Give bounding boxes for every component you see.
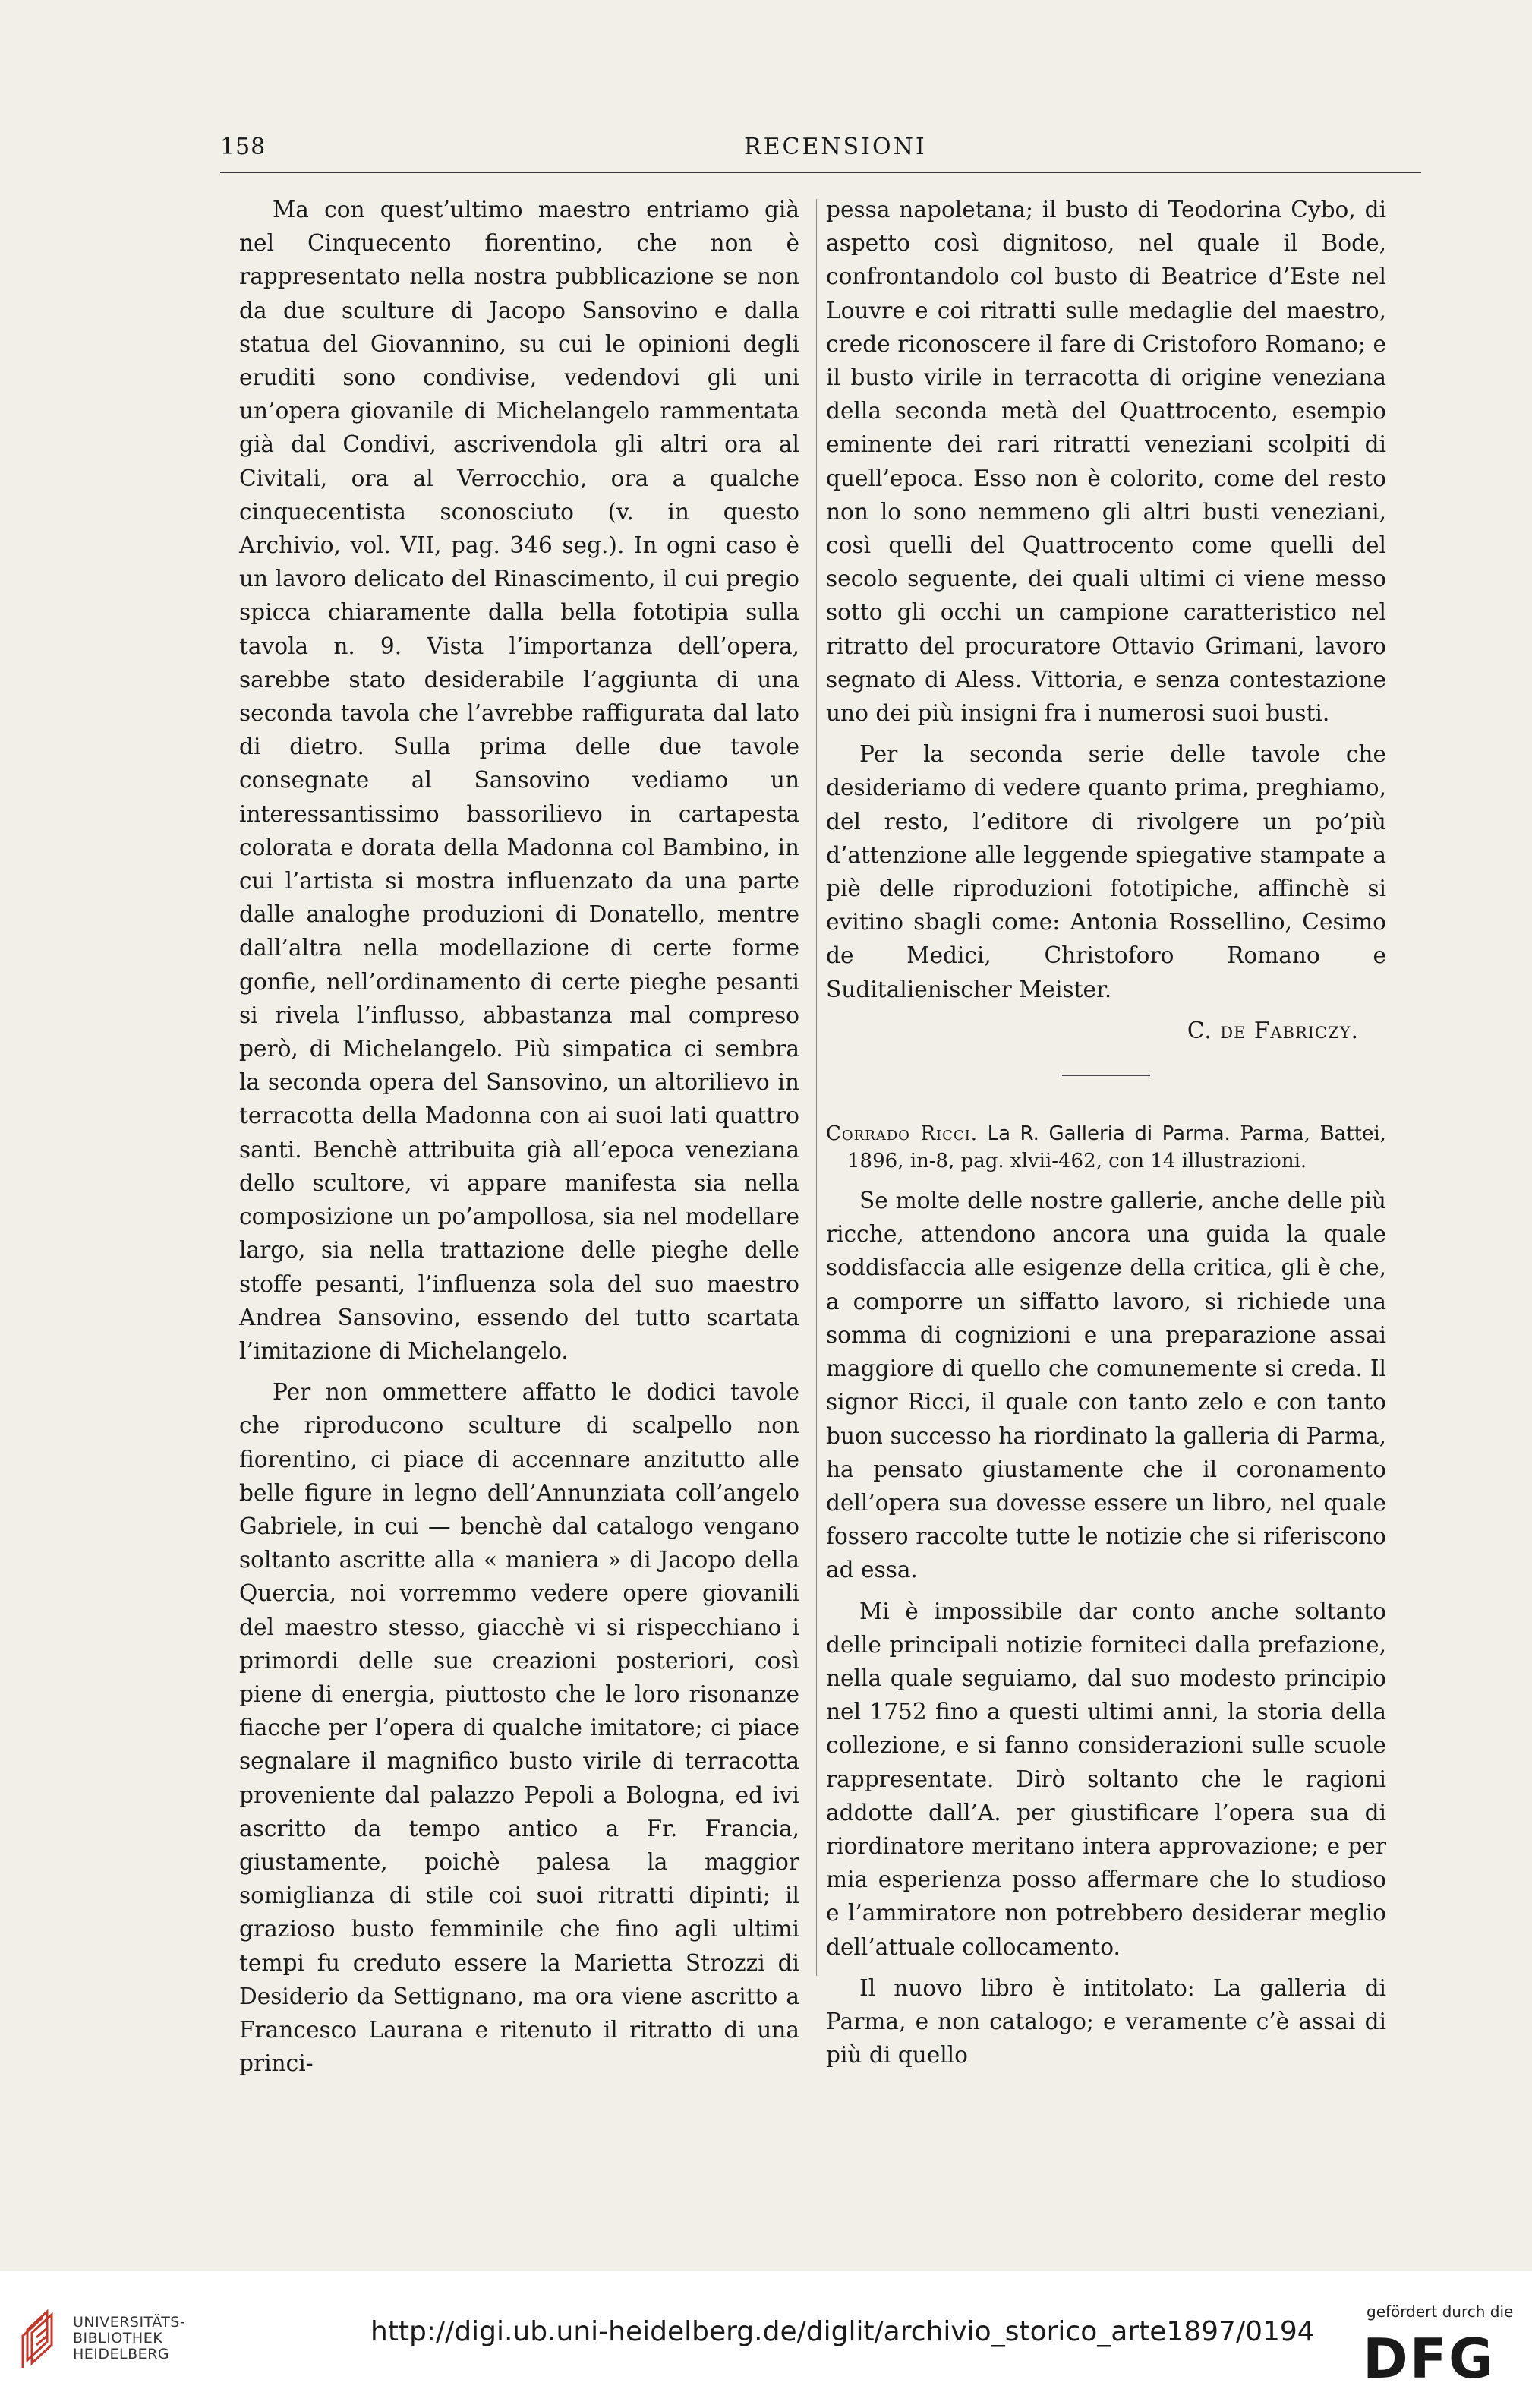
funded-by-label: gefördert durch die [1367, 2302, 1514, 2321]
bib-title: La R. Galleria di Parma. [987, 1122, 1231, 1146]
paragraph: pessa napoletana; il busto di Teodorina Cybo, di aspetto così dignitoso, nel quale il Bode, confrontandolo col busto di Beatrice d’Este nel Louvre e coi ritratti sulle medaglie del maestro, crede riconoscere il fare di Cristoforo Romano; e il busto virile in terracotta di origine veneziana della seconda metà del Quattrocento, esempio eminente dei rari ritratti veneziani scolpiti di quell’epoca. Esso non è colorito, come del resto non lo sono nemmeno gli altri busti veneziani, così quelli del Quattrocento come quelli del secolo seguente, dei quali ultimi ci viene messo sotto gli occhi un campione caratteristico nel ritratto del procuratore Ottavio Grimani, lavoro segnato di Aless. Vittoria, e senza contestazione uno dei più insigni fra i numerosi suoi busti. [826, 197, 1386, 727]
bib-author: Corrado Ricci. [826, 1122, 979, 1146]
column-divider [816, 199, 817, 1976]
paragraph: Per la seconda serie delle tavole che desideriamo di vedere quanto prima, preghiamo, del resto, l’editore di rivolgere un po’più d’attenzione alle leggende spiegative stampate a piè delle riproduzioni fototipiche, affinchè si evitino sbagli come: Antonia Rossellino, Cesimo de Medici, Christoforo Romano e Suditalienischer Meister. [826, 741, 1386, 1002]
footer-bar [0, 2271, 1532, 2408]
section-rule [1062, 1075, 1150, 1076]
paragraph: Mi è impossibile dar conto anche soltanto delle principali notizie forniteci dalla prefazione, nella quale seguiamo, dal suo modesto principio nel 1752 fino a questi ultimi anni, la storia della collezione, e si fanno considerazioni sulle scuole rappresentate. Dirò soltanto che le ragioni addotte dall’A. per giustificare l’opera sua di riordinatore meritano intera approvazione; e per mia esperienza posso affermare che lo studioso e l’ammiratore non potrebbero desiderar meglio dell’attuale collocamento. [826, 1598, 1386, 1960]
library-name-line: HEIDELBERG [73, 2346, 170, 2362]
library-name-line: UNIVERSITÄTS- [73, 2314, 186, 2331]
dfg-logo: DFG [1363, 2327, 1496, 2391]
right-column [826, 193, 1386, 2079]
library-logo-icon [17, 2307, 62, 2372]
running-head: RECENSIONI [744, 134, 927, 160]
header-rule [220, 172, 1421, 173]
bibliographic-entry [826, 1120, 1386, 1175]
review-signature: C. de Fabriczy. [1187, 1017, 1359, 1043]
left-column [239, 193, 799, 2088]
paragraph: Ma con quest’ultimo maestro entriamo già nel Cinquecento fiorentino, che non è rappresentato nella nostra pubblicazione se non da due sculture di Jacopo Sansovino e dalla statua del Giovannino, su cui le opinioni degli eruditi sono condivise, vedendovi gli uni un’opera giovanile di Michelangelo rammentata già dal Condivi, ascrivendola gli altri ora al Civitali, ora al Verrocchio, ora a qualche cinquecentista sconosciuto (v. in questo Archivio, vol. VII, pag. 346 seg.). In ogni caso è un lavoro delicato del Rinascimento, il cui pregio spicca chiaramente dalla bella fototipia sulla tavola n. 9. Vista l’importanza dell’opera, sarebbe stato desiderabile l’aggiunta di una seconda tavola che l’avrebbe raffigurata dal lato di dietro. Sulla prima delle due tavole consegnate al Sansovino vediamo un interessantissimo bassorilievo in cartapesta colorata e dorata della Madonna col Bambino, in cui l’artista si mostra influenzato da una parte dalle analoghe produzioni di Donatello, mentre dall’altra nella modellazione di certe forme gonfie, nell’ordinamento di certe pieghe pesanti si rivela l’influsso, abbastanza mal compreso però, di Michelangelo. Più simpatica ci sembra la seconda opera del Sansovino, un altorilievo in terracotta della Madonna con ai suoi lati quattro santi. Benchè attribuita già all’epoca veneziana dello scultore, vi appare manifesta sia nella composizione un po’ampollosa, sia nel modellare largo, sia nella trattazione delle pieghe delle stoffe pesanti, l’influenza sola del suo maestro Andrea Sansovino, essendo del tutto scartata l’imitazione di Michelangelo. [239, 197, 799, 1364]
bib-details: Parma, Battei, 1896, in-8, pag. xlvii-462, con 14 illustrazioni. [847, 1122, 1387, 1173]
paragraph: Se molte delle nostre gallerie, anche delle più ricche, attendono ancora una guida la quale soddisfaccia alle esigenze della critica, gli è che, a comporre un siffatto lavoro, si richiede una somma di cognizioni e una preparazione assai maggiore di quello che comunemente si creda. Il signor Ricci, il quale con tanto zelo e con tanto buon successo ha riordinato la galleria di Parma, ha pensato giustamente che il coronamento dell’opera sua dovesse essere un libro, nel quale fossero raccolte tutte le notizie che si riferiscono ad essa. [826, 1188, 1386, 1583]
library-name [73, 2315, 185, 2362]
library-name-line: BIBLIOTHEK [73, 2330, 163, 2346]
page-number: 158 [220, 134, 266, 160]
permalink-url[interactable]: http://digi.ub.uni-heidelberg.de/diglit/archivio_storico_arte1897/0194 [370, 2316, 1315, 2347]
paragraph: Per non ommettere affatto le dodici tavole che riproducono sculture di scalpello non fiorentino, ci piace di accennare anzitutto alle belle figure in legno dell’Annunziata coll’angelo Gabriele, in cui — benchè dal catalogo vengano soltanto ascritte alla « maniera » di Jacopo della Quercia, noi vorremmo vedere opere giovanili del maestro stesso, giacchè vi si rispecchiano i primordi delle sue creazioni posteriori, così piene di energia, piuttosto che le loro risonanze fiacche per l’opera di qualche imitatore; ci piace segnalare il magnifico busto virile di terracotta proveniente dal palazzo Pepoli a Bologna, ed ivi ascritto da tempo antico a Fr. Francia, giustamente, poichè palesa la maggior somiglianza di stile coi suoi ritratti dipinti; il grazioso busto femminile che fino agli ultimi tempi fu creduto essere la Marietta Strozzi di Desiderio da Settignano, ma ora viene ascritto a Francesco Laurana e ritenuto il ritratto di una princi- [239, 1379, 799, 2077]
paragraph: Il nuovo libro è intitolato: La galleria di Parma, e non catalogo; e veramente c’è assai di più di quello [826, 1974, 1386, 2069]
